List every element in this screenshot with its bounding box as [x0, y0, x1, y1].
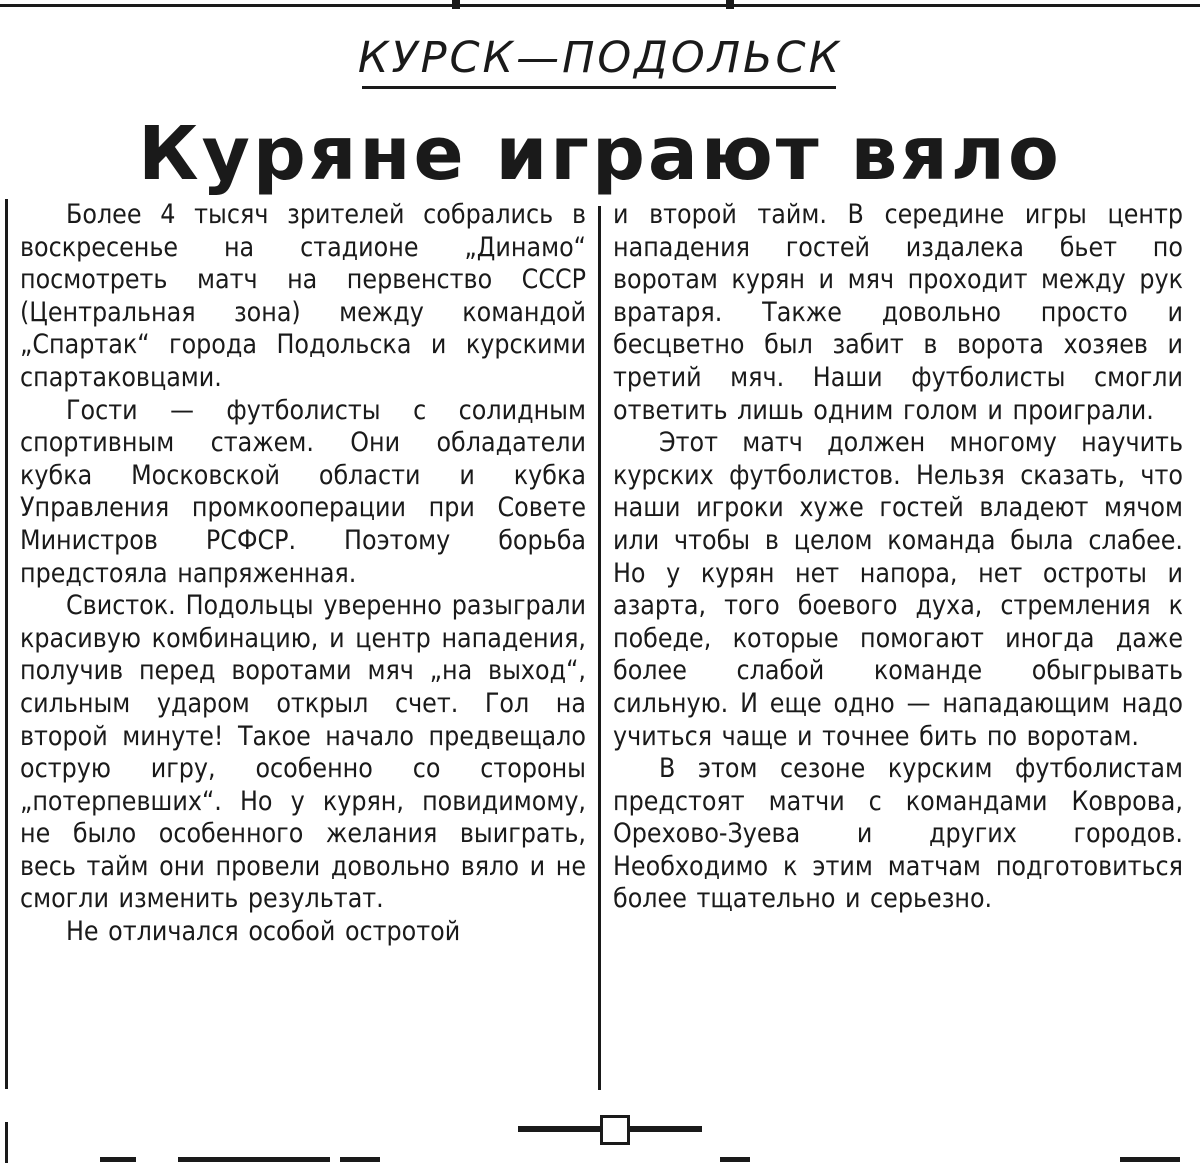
kicker-underline [362, 86, 836, 89]
article-column-right [613, 199, 1183, 916]
next-article-fragment [0, 1154, 1200, 1163]
article-paragraph: Этот матч должен многому научить курских футболистов. Нельзя сказать, что наши игроки хуже гостей владеют мячом или чтобы в целом команда была слабее. Но у курян нет напора, нет остроты и азарта, того боевого духа, стремления к победе, которые помогают иногда даже более слабой команде обыгрывать сильную. И еще одно — нападающим надо учиться чаще и точнее бить по воротам. [613, 427, 1183, 752]
left-border-rule [5, 199, 8, 1089]
article-column-left [20, 199, 586, 949]
article-paragraph: Свисток. Подольцы уверенно разыграли красивую комбинацию, и центр нападения, получив перед воротами мяч „на выход“, сильным ударом открыл счет. Гол на второй минуте! Такое начало предвещало острую игру, особенно со стороны „потерпевших“. Но у курян, повидимому, не было особенного желания выиграть, весь тайм они провели довольно вяло и не смогли изменить результат. [20, 590, 586, 915]
column-divider [598, 206, 601, 1090]
article-paragraph: и второй тайм. В середине игры центр нападения гостей издалека бьет по воротам курян и мяч проходит между рук вратаря. Также довольно просто и бесцветно был забит в ворота хозяев и третий мяч. Наши футболисты смогли ответить лишь одним голом и проиграли. [613, 199, 1183, 426]
article-paragraph: В этом сезоне курским футболистам предстоят матчи с командами Коврова, Орехово-Зуева и других городов. Необходимо к этим матчам подготовиться более тщательно и серьезно. [613, 753, 1183, 915]
article-paragraph: Не отличался особой остротой [66, 916, 461, 948]
headline: Куряне играют вяло [138, 111, 1062, 197]
end-ornament [518, 1115, 702, 1145]
kicker-match-title: КУРСК—ПОДОЛЬСК [357, 33, 843, 83]
top-rule [0, 0, 1200, 9]
article-paragraph: Гости — футболисты с солидным спортивным стажем. Они обладатели кубка Московской области и кубка Управления промкооперации при Совете Министров РСФСР. Поэтому борьба предстояла напряженная. [20, 394, 586, 589]
article-paragraph: Более 4 тысяч зрителей собрались в воскресенье на стадионе „Динамо“ посмотреть матч на первенство СССР (Центральная зона) между командой „Спартак“ города Подольска и курскими спартаковцами. [20, 199, 586, 393]
